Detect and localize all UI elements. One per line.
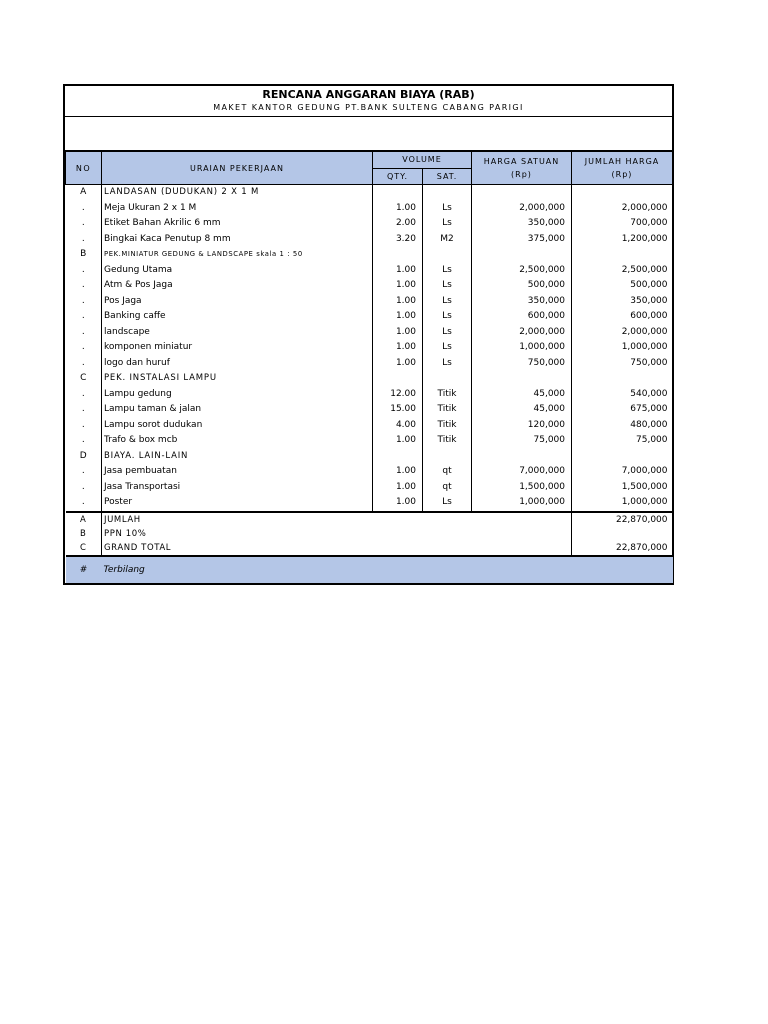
table-row (66, 263, 673, 279)
row-qty: 1.00 (373, 433, 423, 449)
row-qty: 1.00 (373, 325, 423, 341)
row-qty (373, 371, 423, 387)
header-qty: QTY. (373, 168, 423, 185)
row-unit (423, 247, 472, 263)
row-unit-price: 1,500,000 (472, 480, 572, 496)
row-description: Trafo & box mcb (102, 433, 373, 449)
row-qty: 1.00 (373, 309, 423, 325)
row-no: . (66, 402, 102, 418)
row-qty: 1.00 (373, 480, 423, 496)
row-unit: Titik (423, 402, 472, 418)
row-unit: Ls (423, 216, 472, 232)
row-unit-price: 2,000,000 (472, 201, 572, 217)
row-qty: 4.00 (373, 418, 423, 434)
row-total: 1,000,000 (621, 342, 668, 353)
row-qty: 1.00 (373, 356, 423, 372)
title-block (65, 86, 672, 117)
document-subtitle: MAKET KANTOR GEDUNG PT.BANK SULTENG CABANG PARIGI (213, 103, 524, 112)
row-qty (373, 449, 423, 465)
header-no: NO (66, 152, 102, 185)
row-no: C (66, 371, 102, 387)
header-sat: SAT. (423, 168, 472, 185)
row-description: LANDASAN (DUDUKAN) 2 X 1 M (102, 185, 373, 201)
row-no: . (66, 418, 102, 434)
row-description: PEK.MINIATUR GEDUNG & LANDSCAPE skala 1 : 50 (102, 247, 373, 263)
row-unit-price: 2,500,000 (472, 263, 572, 279)
row-unit-price: 2,000,000 (472, 325, 572, 341)
row-total: 600,000 (630, 311, 668, 322)
row-no: . (66, 232, 102, 248)
table-row (66, 232, 673, 248)
table-row (66, 387, 673, 403)
row-unit: Ls (423, 201, 472, 217)
row-no: A (66, 185, 102, 201)
row-qty: 1.00 (373, 340, 423, 356)
row-total (572, 185, 673, 201)
row-no: . (66, 294, 102, 310)
row-unit (423, 185, 472, 201)
row-unit-price: 45,000 (472, 402, 572, 418)
row-unit-price (472, 449, 572, 465)
row-unit-price: 45,000 (472, 387, 572, 403)
row-no: . (66, 263, 102, 279)
rab-sheet (63, 84, 674, 585)
row-total: 675,000 (630, 404, 668, 415)
summary-filler (373, 541, 572, 556)
row-unit-price: 750,000 (472, 356, 572, 372)
row-total: 75,000 (636, 435, 668, 446)
summary-label: PPN 10% (104, 528, 147, 539)
row-unit-price: 600,000 (472, 309, 572, 325)
summary-row (66, 541, 673, 556)
summary-filler (373, 527, 572, 541)
table-row (66, 402, 673, 418)
row-unit: Titik (423, 418, 472, 434)
row-qty: 1.00 (373, 201, 423, 217)
row-unit-price: 375,000 (472, 232, 572, 248)
table-row (66, 325, 673, 341)
row-no: . (66, 340, 102, 356)
table-row (66, 433, 673, 449)
row-total: 1,200,000 (621, 233, 668, 244)
row-total: 700,000 (630, 218, 668, 229)
table-row (66, 278, 673, 294)
row-total (572, 449, 673, 465)
row-total: 2,000,000 (621, 326, 668, 337)
table-row (66, 495, 673, 512)
row-unit: Ls (423, 356, 472, 372)
row-qty: 3.20 (373, 232, 423, 248)
row-unit: Ls (423, 495, 472, 512)
header-jumlah-harga-unit: (Rp) (611, 170, 633, 179)
row-unit (423, 449, 472, 465)
row-qty: 2.00 (373, 216, 423, 232)
header-harga-satuan (472, 152, 572, 185)
table-row (66, 216, 673, 232)
row-unit-price: 7,000,000 (472, 464, 572, 480)
row-qty: 1.00 (373, 464, 423, 480)
row-description: Meja Ukuran 2 x 1 M (102, 201, 373, 217)
summary-total: 22,870,000 (572, 512, 673, 527)
table-row (66, 480, 673, 496)
row-description: Poster (102, 495, 373, 512)
summary-total: 22,870,000 (572, 541, 673, 556)
row-unit-price: 1,000,000 (472, 340, 572, 356)
row-qty (373, 247, 423, 263)
row-description: logo dan huruf (102, 356, 373, 372)
rab-table (65, 151, 673, 583)
row-no: . (66, 495, 102, 512)
row-qty: 1.00 (373, 294, 423, 310)
row-qty: 1.00 (373, 263, 423, 279)
row-no: . (66, 216, 102, 232)
summary-total (572, 527, 673, 541)
row-unit-price (472, 371, 572, 387)
row-no: . (66, 278, 102, 294)
row-unit-price: 500,000 (472, 278, 572, 294)
section-row (66, 247, 673, 263)
table-row (66, 464, 673, 480)
row-qty: 1.00 (373, 495, 423, 512)
row-description: Gedung Utama (102, 263, 373, 279)
summary-body (66, 512, 673, 556)
header-row-1 (66, 152, 673, 169)
row-unit-price (472, 185, 572, 201)
row-description: Bingkai Kaca Penutup 8 mm (102, 232, 373, 248)
row-total: 7,000,000 (621, 466, 668, 477)
row-unit-price: 350,000 (472, 216, 572, 232)
row-total: 2,500,000 (621, 264, 668, 275)
row-no: . (66, 325, 102, 341)
terbilang-body (66, 556, 673, 583)
row-description: Jasa Transportasi (102, 480, 373, 496)
row-total: 750,000 (630, 357, 668, 368)
row-unit: Ls (423, 278, 472, 294)
summary-row (66, 527, 673, 541)
table-row (66, 340, 673, 356)
row-unit-price: 1,000,000 (472, 495, 572, 512)
section-row (66, 371, 673, 387)
summary-filler (373, 512, 572, 527)
row-unit: Titik (423, 387, 472, 403)
row-total: 1,000,000 (621, 497, 668, 508)
summary-no: B (66, 527, 102, 541)
row-no: . (66, 480, 102, 496)
terbilang-row (66, 556, 673, 583)
row-unit: Ls (423, 325, 472, 341)
summary-row (66, 512, 673, 527)
row-no: . (66, 433, 102, 449)
row-qty: 12.00 (373, 387, 423, 403)
row-no: . (66, 387, 102, 403)
row-no: D (66, 449, 102, 465)
row-qty: 15.00 (373, 402, 423, 418)
row-description: PEK. INSTALASI LAMPU (102, 371, 373, 387)
row-total: 1,500,000 (621, 481, 668, 492)
header-harga-satuan-label: HARGA SATUAN (483, 157, 560, 166)
section-row (66, 185, 673, 201)
document-title: RENCANA ANGGARAN BIAYA (RAB) (262, 88, 475, 101)
row-description: Lampu taman & jalan (102, 402, 373, 418)
row-description: Lampu gedung (102, 387, 373, 403)
row-total: 2,000,000 (621, 202, 668, 213)
header-uraian: URAIAN PEKERJAAN (102, 152, 373, 185)
row-unit: Ls (423, 263, 472, 279)
header-jumlah-harga (572, 152, 673, 185)
row-description: Atm & Pos Jaga (102, 278, 373, 294)
row-description: BIAYA. LAIN-LAIN (102, 449, 373, 465)
row-unit: Ls (423, 294, 472, 310)
row-description: Jasa pembuatan (102, 464, 373, 480)
section-row (66, 449, 673, 465)
row-description: Lampu sorot dudukan (102, 418, 373, 434)
row-no: B (66, 247, 102, 263)
row-unit: qt (423, 464, 472, 480)
row-description: Pos Jaga (102, 294, 373, 310)
header-harga-satuan-unit: (Rp) (511, 170, 532, 179)
row-unit: Ls (423, 340, 472, 356)
row-no: . (66, 464, 102, 480)
row-unit: M2 (423, 232, 472, 248)
blank-row (65, 117, 672, 151)
row-unit: Titik (423, 433, 472, 449)
row-total: 500,000 (630, 280, 668, 291)
terbilang-label: Terbilang (102, 556, 673, 583)
table-row (66, 309, 673, 325)
summary-label: GRAND TOTAL (104, 542, 172, 553)
row-description: Banking caffe (102, 309, 373, 325)
row-unit-price (472, 247, 572, 263)
table-body (66, 185, 673, 512)
row-unit-price: 75,000 (472, 433, 572, 449)
row-description: komponen miniatur (102, 340, 373, 356)
summary-no: C (66, 541, 102, 556)
summary-no: A (66, 512, 102, 527)
row-description: landscape (102, 325, 373, 341)
row-no: . (66, 356, 102, 372)
row-no: . (66, 201, 102, 217)
row-unit (423, 371, 472, 387)
row-unit-price: 120,000 (472, 418, 572, 434)
table-row (66, 201, 673, 217)
summary-label: JUMLAH (102, 512, 373, 527)
row-total: 350,000 (630, 295, 668, 306)
row-total (572, 371, 673, 387)
header-volume: VOLUME (373, 152, 472, 169)
row-qty (373, 185, 423, 201)
row-description: Etiket Bahan Akrilic 6 mm (102, 216, 373, 232)
row-unit: Ls (423, 309, 472, 325)
terbilang-no: # (66, 556, 102, 583)
row-total: 540,000 (630, 388, 668, 399)
table-row (66, 356, 673, 372)
row-total (572, 247, 673, 263)
table-row (66, 294, 673, 310)
row-no: . (66, 309, 102, 325)
row-unit: qt (423, 480, 472, 496)
row-qty: 1.00 (373, 278, 423, 294)
header-jumlah-harga-label: JUMLAH HARGA (584, 157, 660, 166)
table-row (66, 418, 673, 434)
row-unit-price: 350,000 (472, 294, 572, 310)
row-total: 480,000 (630, 419, 668, 430)
